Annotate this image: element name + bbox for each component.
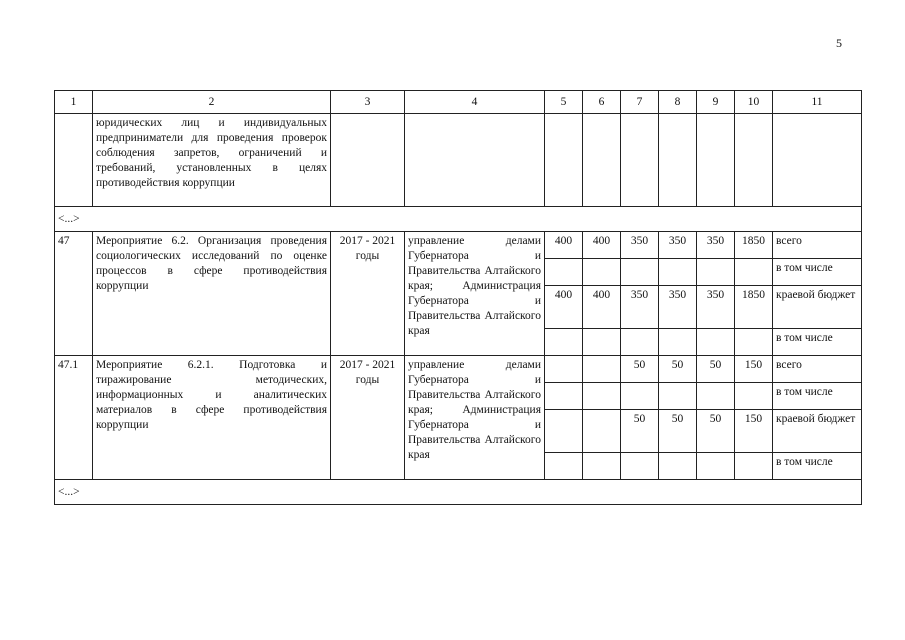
activity-executor: управление делами Губернатора и Правительства Алтайского края; Администрация Губернатора и Правительства Алтайского края xyxy=(405,356,545,480)
amount-cell: 400 xyxy=(583,232,621,259)
funding-label: в том числе xyxy=(773,259,862,286)
activity-period: 2017 - 2021 годы xyxy=(331,232,405,356)
table-row xyxy=(55,356,862,383)
amount-cell: 50 xyxy=(697,410,735,453)
amount-cell: 50 xyxy=(659,356,697,383)
amount-cell xyxy=(545,410,583,453)
page-number: 5 xyxy=(836,36,842,50)
amount-cell: 400 xyxy=(583,286,621,329)
amount-cell: 350 xyxy=(659,286,697,329)
amount-cell: 350 xyxy=(621,286,659,329)
continuation-row xyxy=(55,114,862,207)
header-cell: 5 xyxy=(545,91,583,114)
amount-cell: 350 xyxy=(697,232,735,259)
header-cell: 3 xyxy=(331,91,405,114)
header-cell: 6 xyxy=(583,91,621,114)
header-cell: 10 xyxy=(735,91,773,114)
amount-cell: 350 xyxy=(621,232,659,259)
ellipsis-row xyxy=(55,480,862,505)
funding-label: всего xyxy=(773,356,862,383)
ellipsis: <...> xyxy=(55,480,862,505)
activity-name: Мероприятие 6.2. Организация проведения социологических исследований по оценке процессов в сфере противодействия коррупции xyxy=(93,232,331,356)
activity-period: 2017 - 2021 годы xyxy=(331,356,405,480)
amount-cell xyxy=(545,356,583,383)
header-row xyxy=(55,91,862,114)
funding-label: краевой бюджет xyxy=(773,410,862,453)
amount-cell: 1850 xyxy=(735,232,773,259)
header-cell: 2 xyxy=(93,91,331,114)
amount-cell: 1850 xyxy=(735,286,773,329)
ellipsis-row xyxy=(55,207,862,232)
header-cell: 1 xyxy=(55,91,93,114)
funding-label: всего xyxy=(773,232,862,259)
activity-name: Мероприятие 6.2.1. Подготовка и тиражирование методических, информационных и аналитических материалов в сфере противодействия коррупции xyxy=(93,356,331,480)
funding-label: краевой бюджет xyxy=(773,286,862,329)
amount-cell: 50 xyxy=(659,410,697,453)
amount-cell: 50 xyxy=(621,410,659,453)
program-activities-table xyxy=(54,90,862,505)
amount-cell: 350 xyxy=(659,232,697,259)
amount-cell: 50 xyxy=(621,356,659,383)
header-cell: 9 xyxy=(697,91,735,114)
header-cell: 7 xyxy=(621,91,659,114)
activity-executor: управление делами Губернатора и Правительства Алтайского края; Администрация Губернатора и Правительства Алтайского края xyxy=(405,232,545,356)
amount-cell: 150 xyxy=(735,410,773,453)
amount-cell: 400 xyxy=(545,232,583,259)
amount-cell: 150 xyxy=(735,356,773,383)
funding-label: в том числе xyxy=(773,383,862,410)
continuation-text: юридических лиц и индивидуальных предприниматели для проведения проверок соблюдения запретов, ограничений и требований, установленных в целях противодействия коррупции xyxy=(93,114,331,207)
header-cell: 8 xyxy=(659,91,697,114)
funding-label: в том числе xyxy=(773,329,862,356)
amount-cell: 400 xyxy=(545,286,583,329)
amount-cell xyxy=(583,356,621,383)
ellipsis: <...> xyxy=(55,207,862,232)
header-cell: 11 xyxy=(773,91,862,114)
header-cell: 4 xyxy=(405,91,545,114)
amount-cell: 350 xyxy=(697,286,735,329)
funding-label: в том числе xyxy=(773,453,862,480)
amount-cell: 50 xyxy=(697,356,735,383)
row-number: 47.1 xyxy=(55,356,93,480)
table-row xyxy=(55,232,862,259)
amount-cell xyxy=(583,410,621,453)
row-number: 47 xyxy=(55,232,93,356)
